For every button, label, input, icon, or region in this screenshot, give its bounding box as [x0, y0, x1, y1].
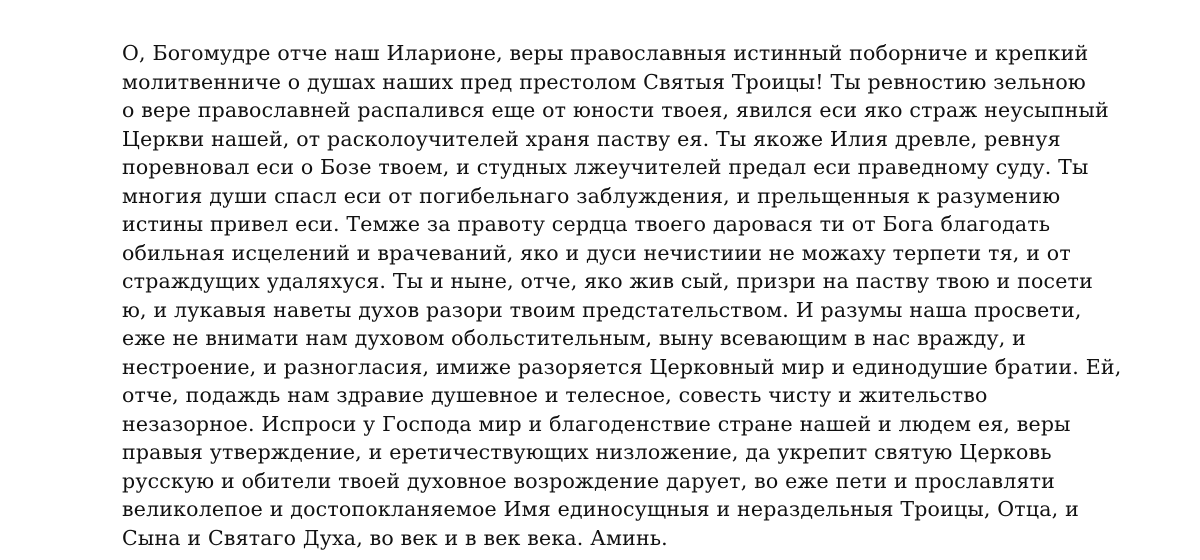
text-line: обильная исцелений и врачеваний, яко и дуси нечистиии не можаху терпети тя, и от — [122, 240, 1071, 265]
text-line: истины привел еси. Темже за правоту сердца твоего даровася ти от Бога благодать — [122, 212, 1051, 236]
text-line: о вере православней распалився еще от юности твоея, явился еси яко страж неусыпный — [122, 98, 1109, 122]
text-line: русскую и обители твоей духовное возрождение дарует, во еже пети и прославляти — [122, 468, 1056, 493]
text-line: многия души спасл еси от погибельнаго заблуждения, и прельщенныя к разумению — [122, 183, 1061, 208]
text-line: Сына и Святаго Духа, во век и в век века. Аминь. — [122, 525, 668, 550]
text-line: страждущих удаляхуся. Ты и ныне, отче, яко жив сый, призри на паству твою и посети — [122, 269, 1093, 293]
text-line: отче, подаждь нам здравие душевное и телесное, совесть чисту и жительство — [122, 383, 988, 407]
text-line: поревновал еси о Бозе твоем, и студных лжеучителей предал еси праведному суду. Ты — [122, 155, 1089, 179]
text-line: правыя утверждение, и еретичествующих низложение, да укрепит святую Церковь — [122, 440, 1052, 464]
text-line: О, Богомудре отче наш Иларионе, веры православныя истинный поборниче и крепкий — [122, 41, 1089, 65]
text-line: молитвенниче о душах наших пред престолом Святыя Троицы! Ты ревностию зельною — [122, 69, 1086, 94]
text-line: великолепое и достопокланяемое Имя единосущныя и нераздельныя Троицы, Отца, и — [122, 497, 1079, 521]
text-line: еже не внимати нам духовом обольстительным, выну всевающим в нас вражду, и — [122, 326, 1027, 350]
text-line: незазорное. Испроси у Господа мир и благоденствие стране нашей и людем ея, веры — [122, 411, 1071, 436]
text-line: ю, и лукавыя наветы духов разори твоим предстательством. И разумы наша просвети, — [122, 297, 1082, 322]
text-line: Церкви нашей, от расколоучителей храня паству ея. Ты якоже Илия древле, ревнуя — [122, 126, 1061, 151]
prayer-text — [122, 39, 1162, 552]
text-line: нестроение, и разногласия, имиже разоряется Церковный мир и единодушие братии. Ей, — [122, 354, 1122, 379]
